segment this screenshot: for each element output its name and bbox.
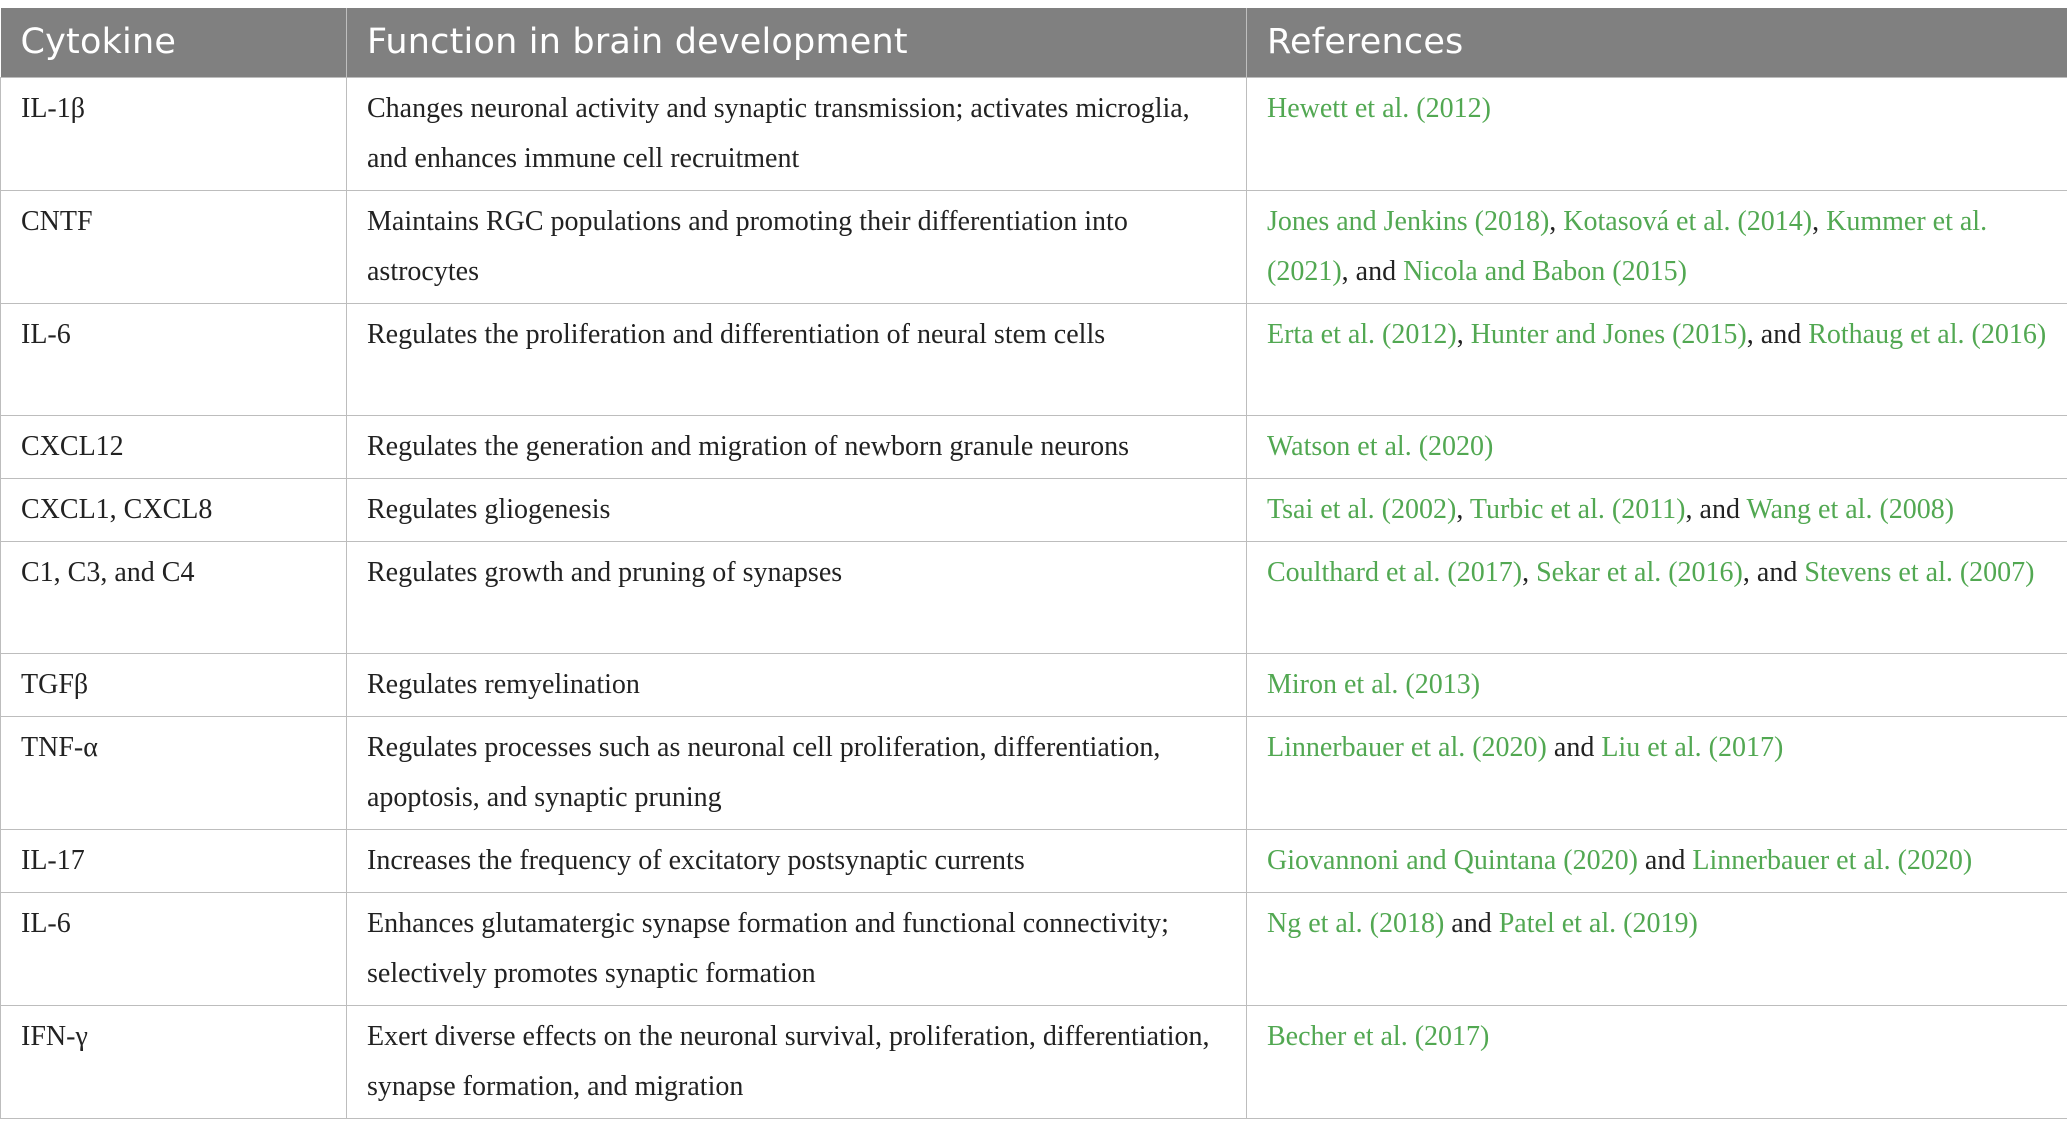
reference-link[interactable]: Kotasová et al. (2014) — [1563, 205, 1813, 237]
header-cytokine: Cytokine — [1, 8, 347, 77]
reference-link[interactable]: Turbic et al. (2011) — [1469, 493, 1686, 525]
reference-link[interactable]: Nicola and Babon (2015) — [1403, 255, 1687, 287]
reference-separator: , — [1522, 556, 1537, 588]
function-cell: Regulates processes such as neuronal cell proliferation, differentiation, apoptosis, and synaptic pruning — [347, 716, 1247, 829]
reference-link[interactable]: Watson et al. (2020) — [1267, 430, 1494, 462]
reference-link[interactable]: Wang et al. (2008) — [1746, 493, 1955, 525]
cytokine-cell: IFN-γ — [1, 1005, 347, 1118]
reference-separator: , and — [1685, 493, 1747, 525]
references-cell — [1247, 541, 2067, 653]
reference-link[interactable]: Becher et al. (2017) — [1267, 1020, 1490, 1052]
table-row — [1, 303, 2067, 415]
reference-separator: , — [1456, 493, 1470, 525]
table-row — [1, 716, 2067, 829]
references-cell — [1247, 1005, 2067, 1118]
reference-link[interactable]: Erta et al. (2012) — [1267, 318, 1457, 350]
cytokine-cell: IL-6 — [1, 303, 347, 415]
table-row — [1, 190, 2067, 303]
function-cell: Increases the frequency of excitatory postsynaptic currents — [347, 829, 1247, 892]
cytokine-cell: IL-17 — [1, 829, 347, 892]
cytokine-cell: CNTF — [1, 190, 347, 303]
reference-link[interactable]: Rothaug et al. (2016) — [1808, 318, 2047, 350]
reference-separator: , — [1456, 318, 1471, 350]
header-function: Function in brain development — [347, 8, 1247, 77]
table-row — [1, 1005, 2067, 1118]
references-cell — [1247, 716, 2067, 829]
table-row — [1, 478, 2067, 541]
table-header — [1, 8, 2067, 77]
references-cell — [1247, 77, 2067, 190]
cytokine-cell: IL-6 — [1, 892, 347, 1005]
reference-link[interactable]: Miron et al. (2013) — [1267, 668, 1481, 700]
function-cell: Regulates growth and pruning of synapses — [347, 541, 1247, 653]
reference-link[interactable]: Linnerbauer et al. (2020) — [1267, 731, 1547, 763]
header-row — [1, 8, 2067, 77]
reference-link[interactable]: Jones and Jenkins (2018) — [1267, 205, 1550, 237]
references-cell — [1247, 829, 2067, 892]
reference-separator: and — [1444, 907, 1499, 939]
function-cell: Changes neuronal activity and synaptic transmission; activates microglia, and enhances immune cell recruitment — [347, 77, 1247, 190]
references-cell — [1247, 190, 2067, 303]
cytokine-cell: TGFβ — [1, 653, 347, 716]
cytokine-table — [0, 8, 2067, 1119]
cytokine-cell: C1, C3, and C4 — [1, 541, 347, 653]
reference-link[interactable]: Kummer et al. (2021) — [1267, 205, 1988, 287]
function-cell: Exert diverse effects on the neuronal survival, proliferation, differentiation, synapse formation, and migration — [347, 1005, 1247, 1118]
reference-link[interactable]: Liu et al. (2017) — [1601, 731, 1784, 763]
function-cell: Regulates remyelination — [347, 653, 1247, 716]
reference-link[interactable]: Patel et al. (2019) — [1498, 907, 1698, 939]
cytokine-cell: CXCL1, CXCL8 — [1, 478, 347, 541]
function-cell: Regulates the generation and migration of newborn granule neurons — [347, 415, 1247, 478]
cytokine-cell: TNF-α — [1, 716, 347, 829]
cytokine-cell: IL-1β — [1, 77, 347, 190]
reference-link[interactable]: Giovannoni and Quintana (2020) — [1267, 844, 1638, 876]
table-row — [1, 77, 2067, 190]
references-cell — [1247, 653, 2067, 716]
reference-separator: , — [1812, 205, 1827, 237]
reference-link[interactable]: Ng et al. (2018) — [1267, 907, 1445, 939]
references-cell — [1247, 415, 2067, 478]
cytokine-cell: CXCL12 — [1, 415, 347, 478]
table-row — [1, 829, 2067, 892]
reference-link[interactable]: Coulthard et al. (2017) — [1267, 556, 1523, 588]
cytokine-table-container — [0, 8, 2067, 1119]
reference-link[interactable]: Linnerbauer et al. (2020) — [1692, 844, 1973, 876]
table-row — [1, 892, 2067, 1005]
reference-link[interactable]: Sekar et al. (2016) — [1536, 556, 1743, 588]
reference-link[interactable]: Tsai et al. (2002) — [1267, 493, 1457, 525]
table-body — [1, 77, 2067, 1118]
function-cell: Maintains RGC populations and promoting their differentiation into astrocytes — [347, 190, 1247, 303]
function-cell: Enhances glutamatergic synapse formation and functional connectivity; selectively promotes synaptic formation — [347, 892, 1247, 1005]
function-cell: Regulates the proliferation and differentiation of neural stem cells — [347, 303, 1247, 415]
reference-separator: and — [1546, 731, 1602, 763]
table-row — [1, 541, 2067, 653]
reference-link[interactable]: Stevens et al. (2007) — [1804, 556, 2035, 588]
references-cell — [1247, 478, 2067, 541]
reference-link[interactable]: Hewett et al. (2012) — [1267, 92, 1491, 124]
reference-separator: , and — [1742, 556, 1805, 588]
function-cell: Regulates gliogenesis — [347, 478, 1247, 541]
references-cell — [1247, 892, 2067, 1005]
table-row — [1, 653, 2067, 716]
reference-separator: , — [1549, 205, 1564, 237]
reference-separator: , and — [1341, 255, 1404, 287]
reference-separator: and — [1637, 844, 1693, 876]
references-cell — [1247, 303, 2067, 415]
reference-separator: , and — [1746, 318, 1809, 350]
header-references: References — [1247, 8, 2067, 77]
reference-link[interactable]: Hunter and Jones (2015) — [1470, 318, 1747, 350]
table-row — [1, 415, 2067, 478]
